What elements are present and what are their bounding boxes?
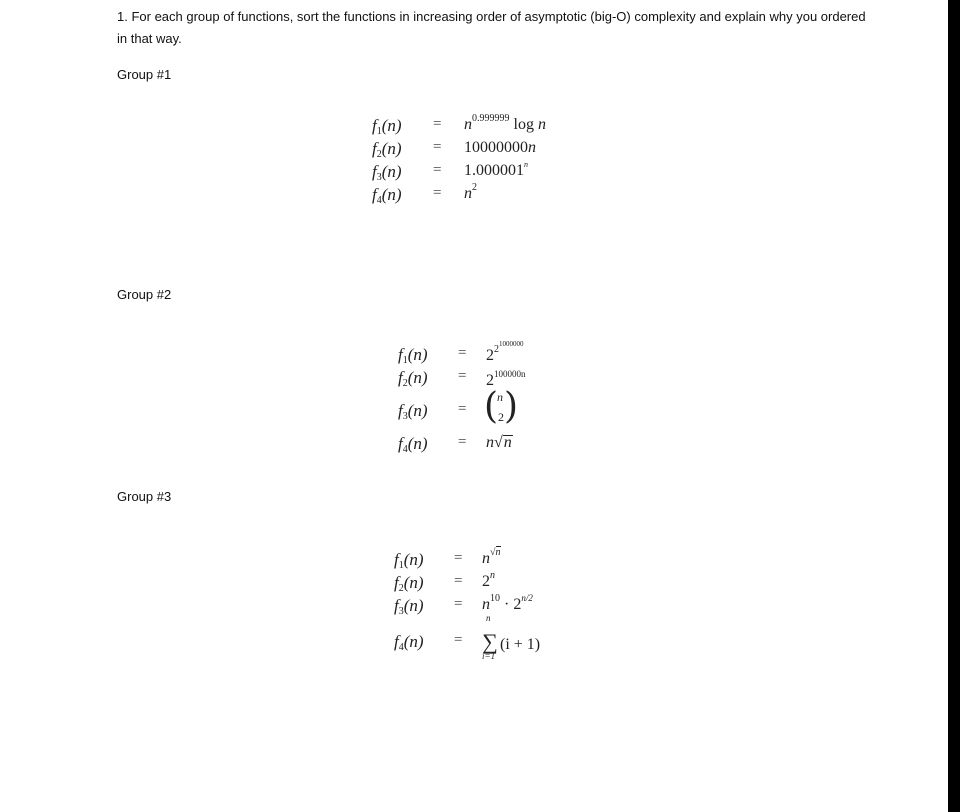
- window-edge-bar: [948, 0, 960, 812]
- g1-f2-rhs: 10000000n: [464, 139, 536, 156]
- g2-f2-lhs: f2(n): [398, 368, 428, 389]
- g3-f2-lhs: f2(n): [394, 573, 424, 594]
- g1-f1-rhs: $n^{0.999999}$ log n: [464, 113, 546, 133]
- g2-f4-rhs: n√n: [486, 434, 512, 451]
- g2-f4-lhs: f4(n): [398, 434, 428, 455]
- summation-symbol: n ∑ i=1: [482, 613, 498, 661]
- g1-f4-rhs: $n^2$: [464, 182, 477, 202]
- g1-f3-lhs: f3(n): [372, 162, 402, 183]
- g3-f4-lhs: f4(n): [394, 632, 424, 653]
- g3-f4-rhs: n ∑ i=1 (i + 1): [482, 613, 541, 661]
- g2-f3-rhs: [484, 386, 519, 429]
- g1-f2-lhs: f2(n): [372, 139, 402, 160]
- g2-f3-lhs: f3(n): [398, 401, 428, 422]
- g3-f1-rhs: $n^{√n}$: [482, 547, 501, 567]
- binomial-coefficient: ( n 2 ): [484, 386, 519, 427]
- g1-f1-lhs: f1(n): [372, 116, 402, 137]
- group-2-label: Group #2: [117, 287, 172, 302]
- group-3-label: Group #3: [117, 489, 172, 504]
- question-text: 1. For each group of functions, sort the functions in increasing order of asymptotic (big-O) complexity and explain why you ordered in that way.: [117, 9, 866, 46]
- g3-f3-lhs: f3(n): [394, 596, 424, 617]
- g1-f3-rhs: 1.000001$^n$: [464, 160, 528, 179]
- group-2-equations: f1(n) = $2^{21000000}$ f2(n) = $2^{100000n}$ f3(n) = ( n 2 ) f4(n) = n√n: [398, 340, 526, 455]
- group-1-equations: f1(n) = $n^{0.999999}$ log n f2(n) = 10000000n f3(n) = 1.000001$^n$ f4(n) = $n^2$: [372, 113, 546, 206]
- g1-f4-lhs: f4(n): [372, 185, 402, 206]
- g2-f1-rhs: $2^{21000000}$: [486, 340, 524, 364]
- g3-f1-lhs: f1(n): [394, 550, 424, 571]
- g3-f2-rhs: 2$^n$: [482, 570, 495, 590]
- group-1-label: Group #1: [117, 67, 172, 82]
- g3-f3-rhs: $n^{10} \cdot 2^{n/2}$: [482, 593, 533, 613]
- g2-f1-lhs: f1(n): [398, 345, 428, 366]
- g2-f2-rhs: $2^{100000n}$: [486, 369, 526, 389]
- group-3-equations: f1(n) = $n^{√n}$ f2(n) = 2$^n$ f3(n) = $n^{10} \cdot 2^{n/2}$ f4(n) = n ∑ i=1 (i + 1): [394, 547, 541, 661]
